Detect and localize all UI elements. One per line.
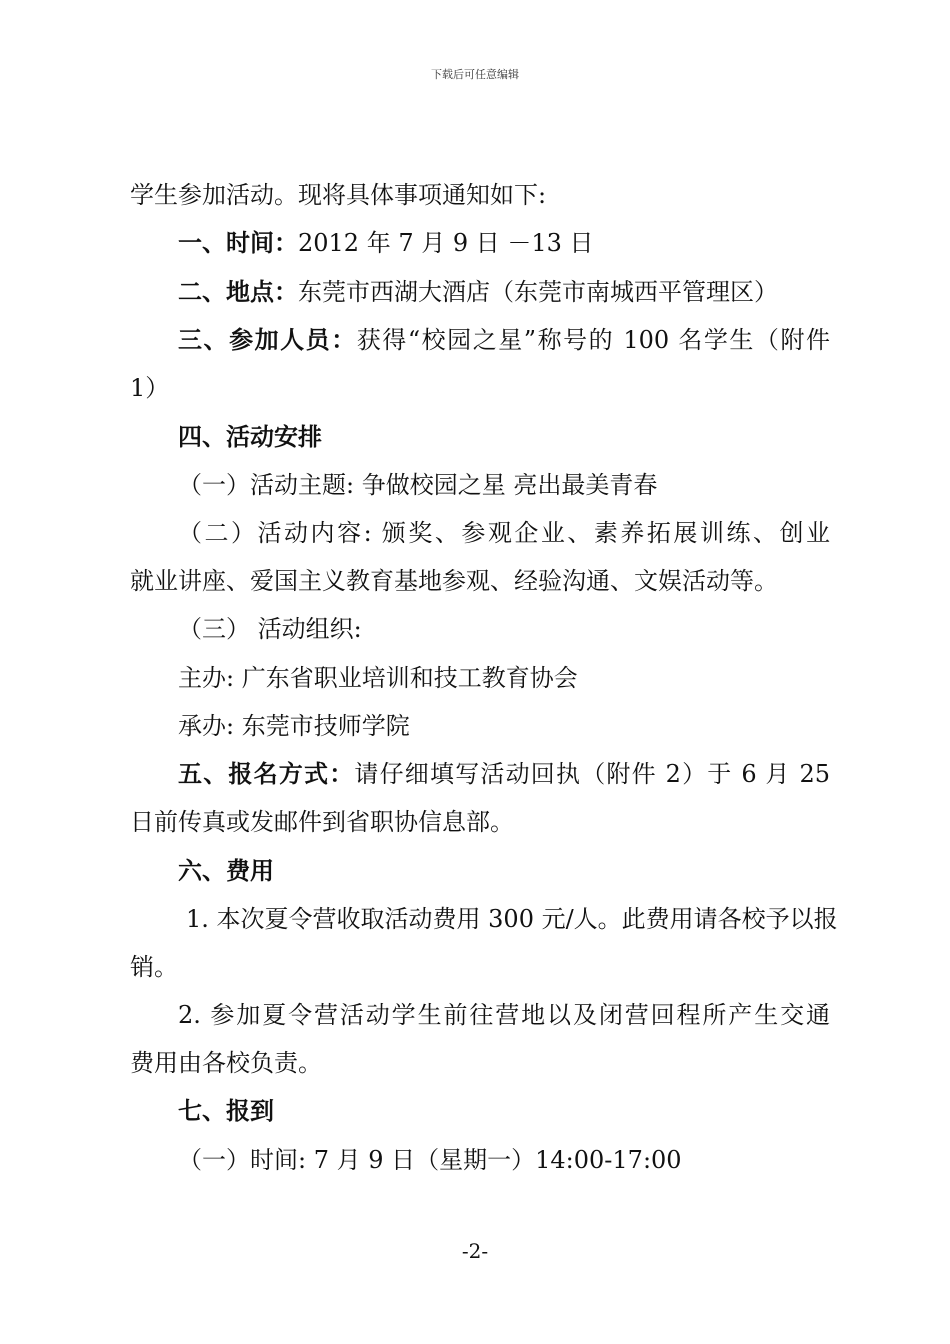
- section-heading-fees: 六、费用: [178, 856, 274, 885]
- participants-label: 三、参加人员：: [178, 325, 357, 354]
- fee-item-1: 1. 本次夏令营收取活动费用 300 元/人。此费用请各校予以报: [186, 905, 838, 933]
- registration-item: [178, 759, 830, 789]
- registration-label: 五、报名方式：: [178, 759, 355, 788]
- page-number: -2-: [461, 1239, 489, 1263]
- section-heading-checkin: 七、报到: [178, 1096, 274, 1125]
- place-item: [178, 277, 830, 307]
- participants-value: 获得“校园之星”称号的 100 名学生（附件: [356, 326, 830, 354]
- host-line: 主办: 广东省职业培训和技工教育协会: [178, 664, 578, 692]
- checkin-time: （一）时间: 7 月 9 日（星期一）14:00-17:00: [178, 1146, 682, 1174]
- fee-item-1-continuation: 销。: [130, 953, 178, 981]
- fee-item-2-continuation: 费用由各校负责。: [130, 1049, 322, 1077]
- activity-content-continuation: 就业讲座、爱国主义教育基地参观、经验沟通、文娱活动等。: [130, 567, 778, 595]
- participants-item: [178, 325, 830, 355]
- fee-item-2: 2. 参加夏令营活动学生前往营地以及闭营回程所产生交通: [178, 1001, 830, 1029]
- participants-continuation: 1）: [130, 374, 170, 402]
- activity-theme: （一）活动主题: 争做校园之星 亮出最美青春: [178, 471, 658, 499]
- section-heading-activities: 四、活动安排: [178, 422, 322, 451]
- registration-continuation: 日前传真或发邮件到省职协信息部。: [130, 808, 514, 836]
- page-header-note: 下载后可任意编辑: [431, 68, 519, 81]
- registration-value: 请仔细填写活动回执（附件 2）于 6 月 25: [354, 760, 831, 788]
- activity-organization: （三） 活动组织:: [178, 615, 362, 643]
- activity-content: （二）活动内容: 颁奖、参观企业、素养拓展训练、创业: [178, 519, 830, 547]
- place-label: 二、地点：: [178, 277, 298, 306]
- time-value: 2012 年 7 月 9 日 －13 日: [298, 229, 594, 257]
- time-item: [178, 228, 830, 258]
- time-label: 一、时间：: [178, 228, 298, 257]
- place-value: 东莞市西湖大酒店（东莞市南城西平管理区）: [298, 278, 778, 306]
- intro-paragraph: 学生参加活动。现将具体事项通知如下:: [130, 181, 547, 209]
- organizer-line: 承办: 东莞市技师学院: [178, 712, 410, 740]
